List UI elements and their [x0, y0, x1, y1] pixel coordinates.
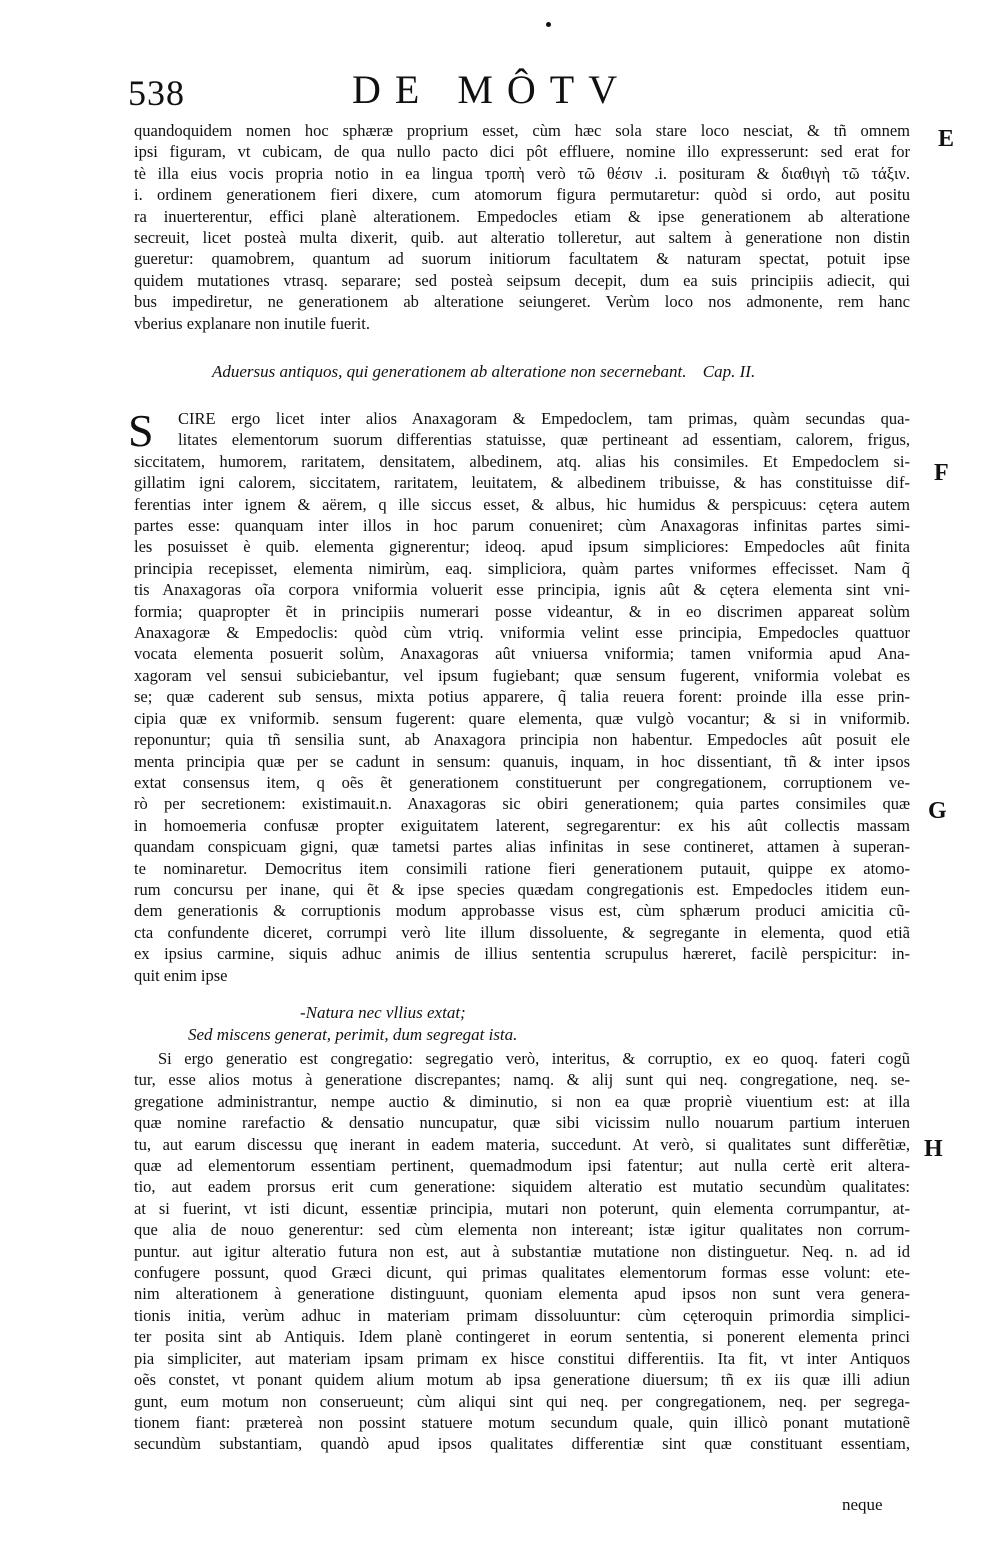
- text-line: ipsi figuram, vt cubicam, de qua nullo pacto dici pôt effluere, nomine illo expresserunt: sed erat for: [134, 142, 910, 162]
- text-line: oẽs constet, vt ponant quidem alium motum ab ipsa generatione diuersum; tñ ex iis quæ illi adiun: [134, 1370, 910, 1390]
- text-line: se; quæ caderent sub sensus, mixta potius apparere, q̃ talia reuera forent: proinde illa esse prin-: [134, 687, 910, 707]
- text-line: vberius explanare non inutile fuerit.: [134, 313, 370, 333]
- margin-letter-e: E: [938, 126, 955, 152]
- text-line: formia; quapropter ẽt in principiis numerari posse videantur, & in eo discrimen appareat solùm: [134, 601, 910, 621]
- text-line: xagoram vel sensui subiciebantur, vel ipsum fugiebant; quæ sensum fugerent, vniformia volebat es: [134, 665, 910, 685]
- verse-line-1: -Natura nec vllius extat;: [300, 1003, 466, 1022]
- text-line: pia simpliciter, aut materiam ipsam primam ex hisce constitui differentiis. Ita fit, vt inter Antiquos: [134, 1348, 910, 1368]
- paragraph-2: [134, 408, 910, 986]
- verse-line-2: Sed miscens generat, perimit, dum segregat ista.: [188, 1025, 518, 1044]
- text-line: CIRE ergo licet inter alios Anaxagoram & Empedoclem, tam primas, quàm secundas qua-: [178, 409, 910, 428]
- paragraph-1: [134, 120, 910, 334]
- text-line: quandoquidem nomen hoc sphæræ proprium esset, cùm hæc sola stare loco nesciat, & tñ omnem: [134, 121, 910, 140]
- chapter-title: Aduersus antiquos, qui generationem ab alteratione non secernebant.: [212, 362, 687, 381]
- text-line: secreuit, licet posteà multa dixerit, quib. aut alteratio tolleretur, aut saltem à generatione non distin: [134, 228, 910, 248]
- signature-dot: [546, 22, 551, 27]
- text-line: tio, aut eadem prorsus erit cum generatione: siquidem alteratio est mutatio secundùm qualitates:: [134, 1177, 910, 1197]
- text-line: ex ipsius carmine, siquis adhuc animis de illius sententia scrupulus hæreret, facilè perspicitur: in-: [134, 944, 910, 964]
- text-line: ferentias inter ignem & aërem, q ille siccus esset, & albus, hic humidus & perspicuus: cętera autem: [134, 494, 910, 514]
- drop-cap: S: [128, 405, 154, 456]
- text-line: vocata elementa posuerit solùm, Anaxagoras aût vniuersa vniformia; tamen vniformia apud Ana-: [134, 644, 910, 664]
- text-line: principia recepisset, elementa nimirùm, eaq. simpliciora, quàm partes vniformes effecisset. Nam q̃: [134, 558, 910, 578]
- text-line: quæ ad elementorum essentiam pertinent, quemadmodum ipsi fatentur; aut nulla certè erit altera-: [134, 1156, 910, 1176]
- text-line: quit enim ipse: [134, 965, 228, 985]
- page-number: 538: [128, 73, 185, 113]
- text-line: Anaxagoræ & Empedoclis: quòd cùm vtriq. vniformia velint esse principia, Empedocles quattuor: [134, 623, 910, 643]
- margin-letter-h: H: [924, 1136, 943, 1162]
- text-line: puntur. aut igitur alteratio futura non est, aut à substantiæ mutatione non distinguetur. Neq. n. ad id: [134, 1241, 910, 1261]
- text-line: gueretur: quamobrem, quantum ad suorum initiorum facultatem & naturam spectat, potuit ipse: [134, 249, 910, 269]
- paragraph-3: [134, 1048, 910, 1455]
- text-line: quæ nomine rarefactio & densatio nuncupatur, quæ sibi vicissim nullo nouarum partium interuen: [134, 1113, 910, 1133]
- text-line: tionem fiant: prætereà non possint statuere motum secundum quale, quin illicò ponant mutationẽ: [134, 1412, 910, 1432]
- text-line: reponuntur; quia tñ sensilia sunt, ab Anaxagora principia non habentur. Empedocles aût posuit ele: [134, 730, 910, 750]
- text-line: quidem mutationes vtrasq. separare; sed posteà seipsum decepit, dum ea suis principiis adiecit, qui: [134, 270, 910, 290]
- text-line: dem generationis & corruptionis modum approbasse visus est, cùm sphærum produci amicitia cũ-: [134, 901, 910, 921]
- running-head: DE MÔTV: [352, 67, 632, 112]
- text-line: rum concursu per inane, qui ẽt & ipse species quædam congregationis est. Empedocles itidem eun-: [134, 879, 910, 899]
- text-line: que alia de nouo generentur: sed cùm elementa non intereant; istæ igitur qualitates non corrum-: [134, 1220, 910, 1240]
- margin-letter-g: G: [928, 798, 947, 824]
- text-line: i. ordinem generationem fieri dixere, cum atomorum figura permutaretur: quòd si ordo, aut positu: [134, 185, 910, 205]
- text-line: at si fuerint, vt isti dicunt, essentiæ principia, mutari non poterunt, quin elementa corrumpantur, at-: [134, 1198, 910, 1218]
- text-line: cipia quæ ex vniformib. sensum fugerent: quare elementa, quæ vulgò vocantur; & si in vniformib.: [134, 708, 910, 728]
- text-line: ter posita sint ab Antiquis. Idem planè contingeret in eorum sententia, si ponerent elementa princi: [134, 1327, 910, 1347]
- text-line: gunt, eum motum non conserueunt; cùm aliqui sint qui neq. per congregationem, neq. per segrega-: [134, 1391, 910, 1411]
- text-line: les posuisset è quib. elementa gignerentur; ideoq. apud ipsum simpliciores: Empedocles aût finita: [134, 537, 910, 557]
- text-line: tionis initia, verùm adhuc in materiam primam dissoluuntur: cùm cęteroquin primordia simplici-: [134, 1305, 910, 1325]
- text-line: confugere possunt, quod Græci dicunt, qui primas qualitates elementorum formas esse volunt: ete-: [134, 1263, 910, 1283]
- text-line: bus impediretur, ne generationem ab alteratione seiungeret. Verùm loco nos admonente, rem hanc: [134, 292, 910, 312]
- margin-letter-f: F: [934, 460, 949, 486]
- text-line: nim alterationem à generatione distinguunt, quoniam elementa apud ipsos non sunt vera genera-: [134, 1284, 910, 1304]
- text-line: tu, aut earum discessu quę inerant in eadem materia, succedunt. At verò, si qualitates sunt differẽtiæ,: [134, 1134, 910, 1154]
- text-line: partes esse: quanquam inter illos in hoc parum conueniret; cùm Anaxagoras infinitas partes simi-: [134, 516, 910, 536]
- text-line: cta confundente diceret, corrumpi verò lite illum dissoluente, & segregante in elementa, quod etiã: [134, 922, 910, 942]
- text-line: tè illa eius vocis propria notio in ea lingua τροπὴ verò τῶ θέσιν .i. posituram & διαθιγὴ τῶ τάξιν.: [134, 163, 910, 183]
- text-line: gillatim igni calorem, siccitatem, raritatem, leuitatem, & albedinem tribuisse, & has constituisse dif-: [134, 473, 910, 493]
- text-line: in homoemeria confusæ propter exiguitatem laterent, segregarentur: ex his aût collectis massam: [134, 815, 910, 835]
- text-line: te nominaretur. Democritus item consimili ratione fieri generationem putauit, quippe ex atomo-: [134, 858, 910, 878]
- text-line: tis Anaxagoras oĩa corpora vniformia voluerit esse principia, ignis aût & cętera elementa sint vni-: [134, 580, 910, 600]
- text-line: litates elementorum suorum differentias statuisse, quæ pertineant ad essentiam, calorem, frigus,: [178, 430, 910, 450]
- text-line: gregatione administrantur, nempe auctio & diminutio, si non ea quæ propriè viuentium est: at illa: [134, 1091, 910, 1111]
- chapter-number: Cap. II.: [702, 362, 756, 381]
- text-line: ra inuerterentur, effici planè alterationem. Empedocles etiam & ipse generationem ab alteratione: [134, 206, 910, 226]
- chapter-heading: [212, 362, 755, 382]
- text-line: Si ergo generatio est congregatio: segregatio verò, interitus, & corruptio, ex eo quoq. fateri cogũ: [158, 1049, 910, 1068]
- text-line: menta principia quæ per se cadunt in sensum: quanuis, inquam, in hoc dissentiant, tñ & inter ipsos: [134, 751, 910, 771]
- text-line: quandam conspicuam gigni, quæ tametsi partes alias infinitas in sese contineret, attamen à superan-: [134, 837, 910, 857]
- text-line: extat consensus item, q oẽs ẽt generationem constituerunt per congregationem, corruptionem ve-: [134, 772, 910, 792]
- text-line: tur, esse alios motus à generatione discrepantes; namq. & alij sunt qui neq. congregatione, neq. se-: [134, 1070, 910, 1090]
- catchword: neque: [842, 1495, 883, 1514]
- text-line: rò per secretionem: existimauit.n. Anaxagoras sic obiri generationem; quia partes consimiles quæ: [134, 794, 910, 814]
- text-line: secundùm substantiam, quandò apud ipsos qualitates differentiæ sint quæ constituant essentiam,: [134, 1434, 910, 1454]
- text-line: siccitatem, humorem, raritatem, densitatem, albedinem, atq. alias his consimiles. Et Empedoclem si-: [134, 451, 910, 471]
